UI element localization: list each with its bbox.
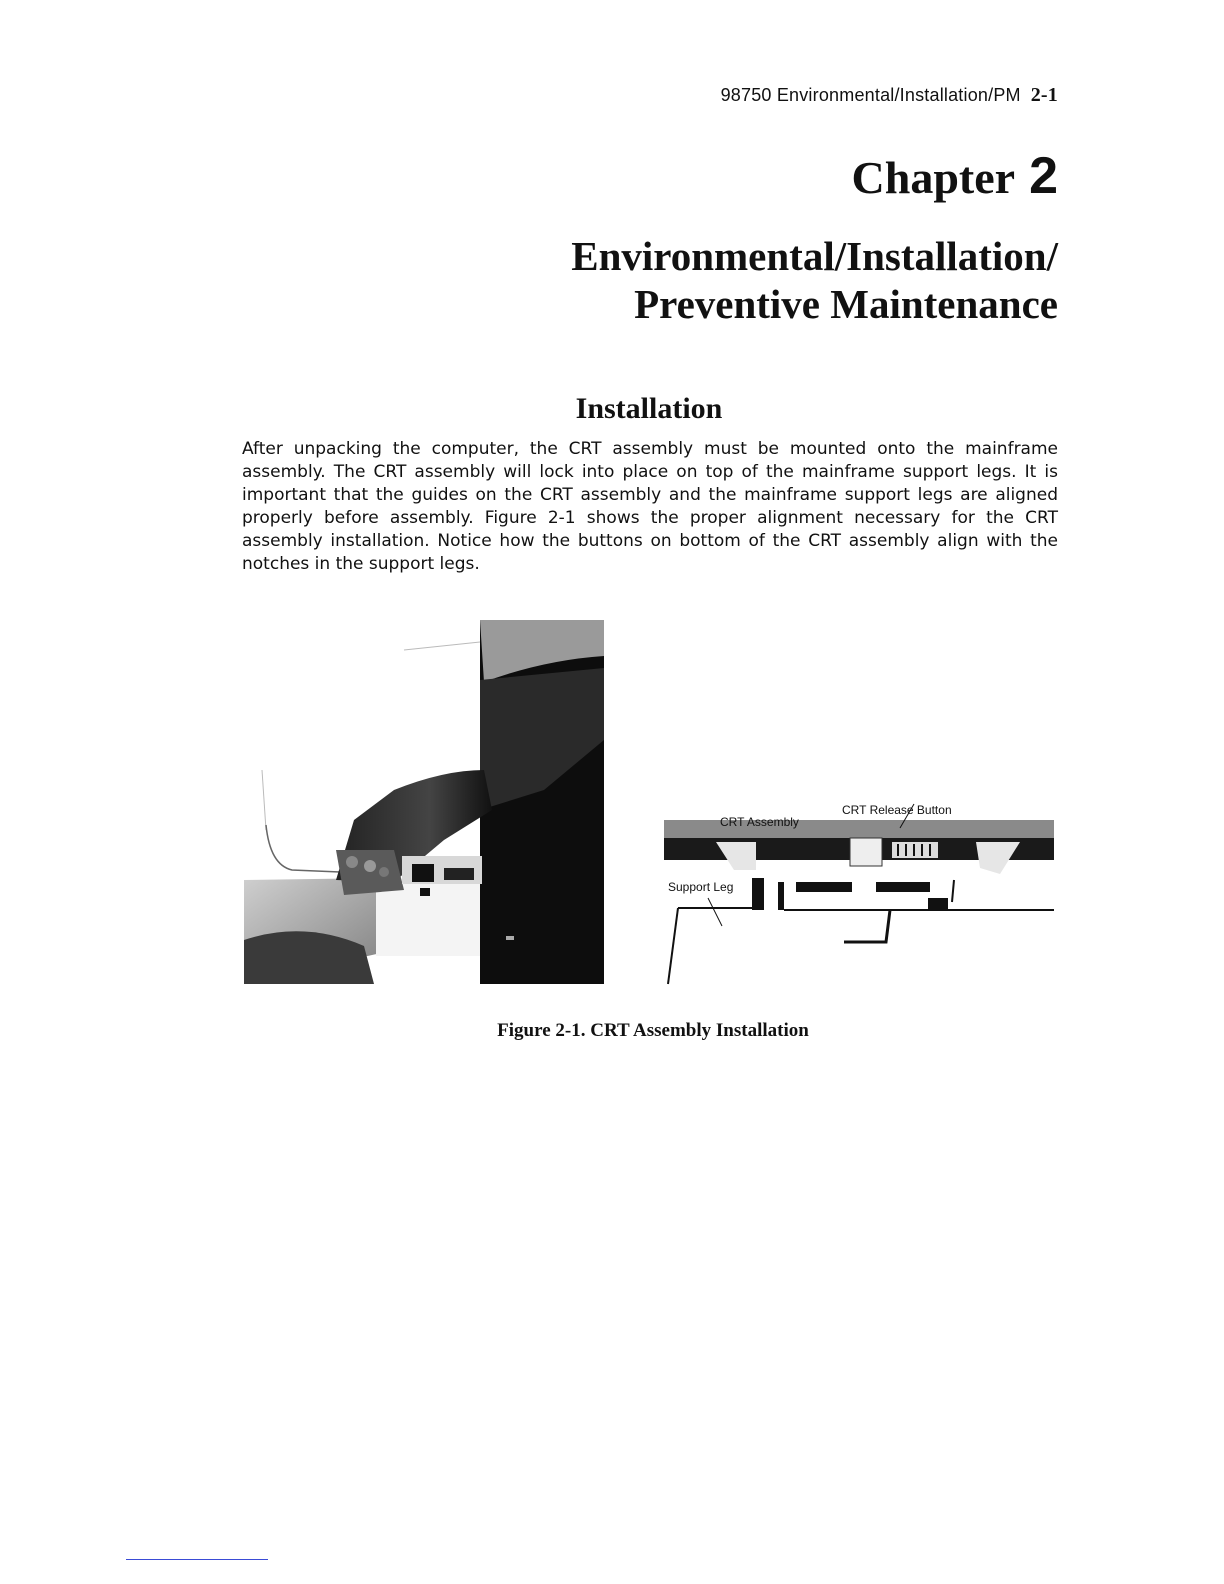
crt-assembly-label: CRT Assembly	[720, 815, 799, 829]
body-paragraph: After unpacking the computer, the CRT assembly must be mounted onto the mainframe assembly. The CRT assembly will lock into place on top of the mainframe support legs. It is important that the guides on the CRT assembly and the mainframe support legs are aligned properly before assembly. Figure 2-1 shows the proper alignment necessary for the CRT assembly installation. Notice how the buttons on bottom of the CRT assembly align with the notches in the support legs.	[242, 439, 1058, 574]
chapter-title-line-2: Preventive Maintenance	[634, 281, 1058, 327]
chapter-heading	[851, 147, 1058, 205]
support-leg-label: Support Leg	[668, 880, 734, 894]
crt-release-button-label: CRT Release Button	[842, 803, 952, 817]
page-number: 2-1	[1030, 84, 1058, 106]
footnote-rule	[126, 1559, 268, 1560]
section-title: Installation	[575, 392, 723, 425]
chapter-title-line-1: Environmental/Installation/	[571, 233, 1058, 279]
installation-photo	[244, 620, 604, 984]
figure-caption: Figure 2-1. CRT Assembly Installation	[497, 1020, 809, 1041]
chapter-number: 2	[1029, 147, 1058, 205]
running-header	[721, 84, 1058, 107]
chapter-title	[571, 232, 1058, 328]
chapter-label: Chapter	[851, 152, 1016, 203]
running-title: 98750 Environmental/Installation/PM	[720, 85, 1021, 105]
